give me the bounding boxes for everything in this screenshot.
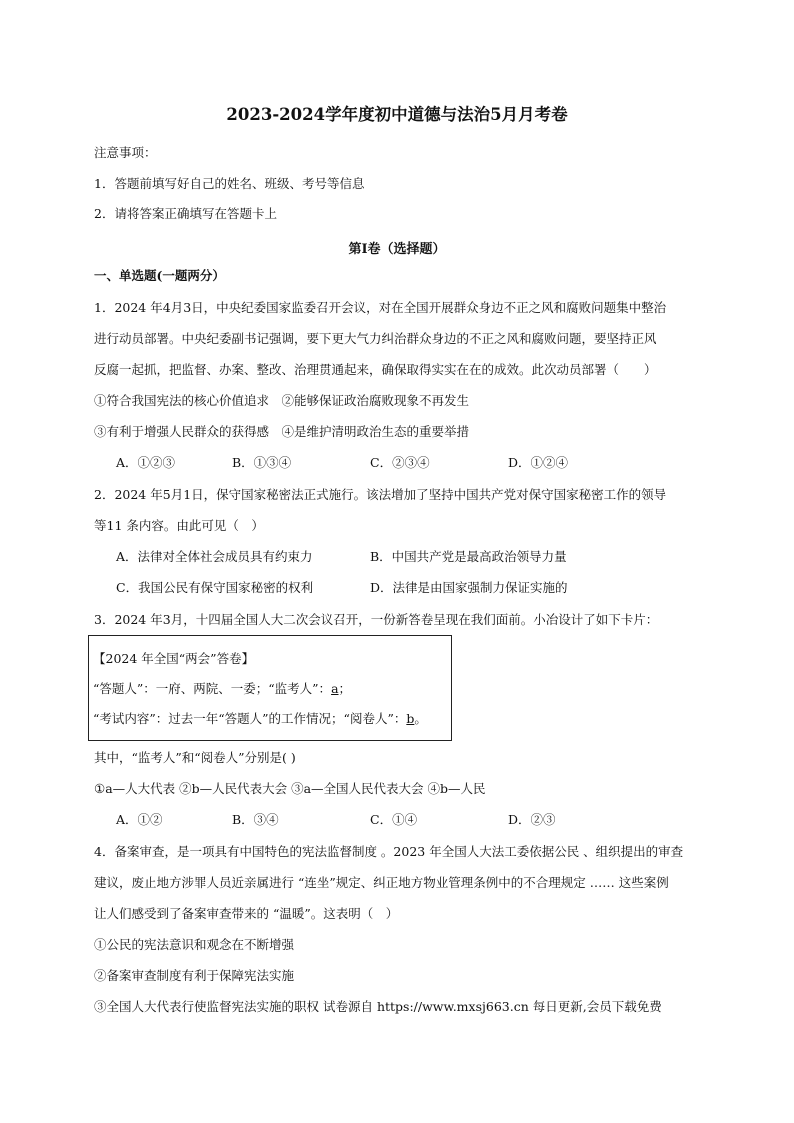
q4-stem-line: 4．备案审查，是一项具有中国特色的宪法监督制度 。2023 年全国人大法工委依据公民 、组织提出的审查 <box>94 844 684 859</box>
q1-stem-line: 反腐一起抓，把监督、办案、整改、治理贯通起来，确保取得实实在在的成效。此次动员部署（ ） <box>94 362 657 377</box>
q3-option-b[interactable]: B．③④ <box>232 812 279 827</box>
section-title: 第I卷（选择题） <box>348 242 446 257</box>
q3-card-line <box>93 681 351 697</box>
q1-stem-line: 进行动员部署。中央纪委副书记强调，要下更大气力纠治群众身边的不正之风和腐败问题，要坚持正风 <box>94 331 657 346</box>
q1-statement: ③有利于增强人民群众的获得感 ④是维护清明政治生态的重要举措 <box>94 424 470 439</box>
q3-option-c[interactable]: C．①④ <box>370 812 418 827</box>
q3-option-d[interactable]: D．②③ <box>508 812 556 827</box>
q3-card-title: 【2024 年全国“两会”答卷】 <box>93 651 255 666</box>
q3-card <box>88 635 452 741</box>
notice-heading: 注意事项： <box>94 145 157 160</box>
q4-statement: ①公民的宪法意识和观念在不断增强 <box>94 937 295 952</box>
q4-statement: ②备案审查制度有利于保障宪法实施 <box>94 968 295 983</box>
q4-statement: ③全国人大代表行使监督宪法实施的职权 试卷源自 https://www.mxsj663.cn 每日更新,会员下载免费 <box>94 999 662 1014</box>
q3-card-blank-a: a <box>331 681 339 696</box>
q2-option-a[interactable]: A．法律对全体社会成员具有约束力 <box>116 549 313 564</box>
part-heading: 一、单选题(一题两分） <box>94 268 225 283</box>
q3-option-a[interactable]: A．①② <box>116 812 163 827</box>
q2-option-c[interactable]: C．我国公民有保守国家秘密的权利 <box>116 580 314 595</box>
q1-stem-line: 1．2024 年4月3日，中央纪委国家监委召开会议，对在全国开展群众身边不正之风和腐败问题集中整治 <box>94 300 667 315</box>
q3-card-line <box>93 711 427 727</box>
q3-card-line-text: “考试内容”：过去一年“答题人”的工作情况；“阅卷人”： <box>93 711 407 726</box>
q3-card-blank-b: b <box>406 711 415 726</box>
q2-option-d[interactable]: D．法律是由国家强制力保证实施的 <box>370 580 568 595</box>
q3-stem-line: 3．2024 年3月，十四届全国人大二次会议召开，一份新答卷呈现在我们面前。小冶设计了如下卡片： <box>94 612 659 627</box>
q4-stem-line: 让人们感受到了备案审查带来的 “温暖”。这表明（ ） <box>94 906 399 921</box>
q1-option-b[interactable]: B．①③④ <box>232 455 292 470</box>
q3-card-line-end: ； <box>338 681 352 696</box>
q1-option-a[interactable]: A．①②③ <box>116 455 176 470</box>
q1-statement: ①符合我国宪法的核心价值追求 ②能够保证政治腐败现象不再发生 <box>94 393 470 408</box>
q3-statements: ①a—人大代表 ②b—人民代表大会 ③a—全国人民代表大会 ④b—人民 <box>94 781 486 796</box>
q2-stem-line: 2．2024 年5月1日，保守国家秘密法正式施行。该法增加了坚持中国共产党对保守国家秘密工作的领导 <box>94 487 667 502</box>
notice-item: 1．答题前填写好自己的姓名、班级、考号等信息 <box>94 176 365 191</box>
q3-card-line-end: 。 <box>414 711 427 726</box>
notice-item: 2．请将答案正确填写在答题卡上 <box>94 206 277 221</box>
q2-stem-line: 等11 条内容。由此可见（ ） <box>94 518 264 533</box>
q2-option-b[interactable]: B．中国共产党是最高政治领导力量 <box>370 549 567 564</box>
q3-question: 其中，“监考人”和“阅卷人”分别是( ) <box>94 750 296 765</box>
q4-stem-line: 建议，废止地方涉罪人员近亲属进行 “连坐”规定、纠正地方物业管理条例中的不合理规定 …… 这些案例 <box>94 875 669 890</box>
q1-option-d[interactable]: D．①②④ <box>508 455 569 470</box>
q1-option-c[interactable]: C．②③④ <box>370 455 430 470</box>
exam-title: 2023-2024学年度初中道德与法治5月月考卷 <box>226 105 568 124</box>
q3-card-line-text: “答题人”：一府、两院、一委；“监考人”： <box>93 681 332 696</box>
